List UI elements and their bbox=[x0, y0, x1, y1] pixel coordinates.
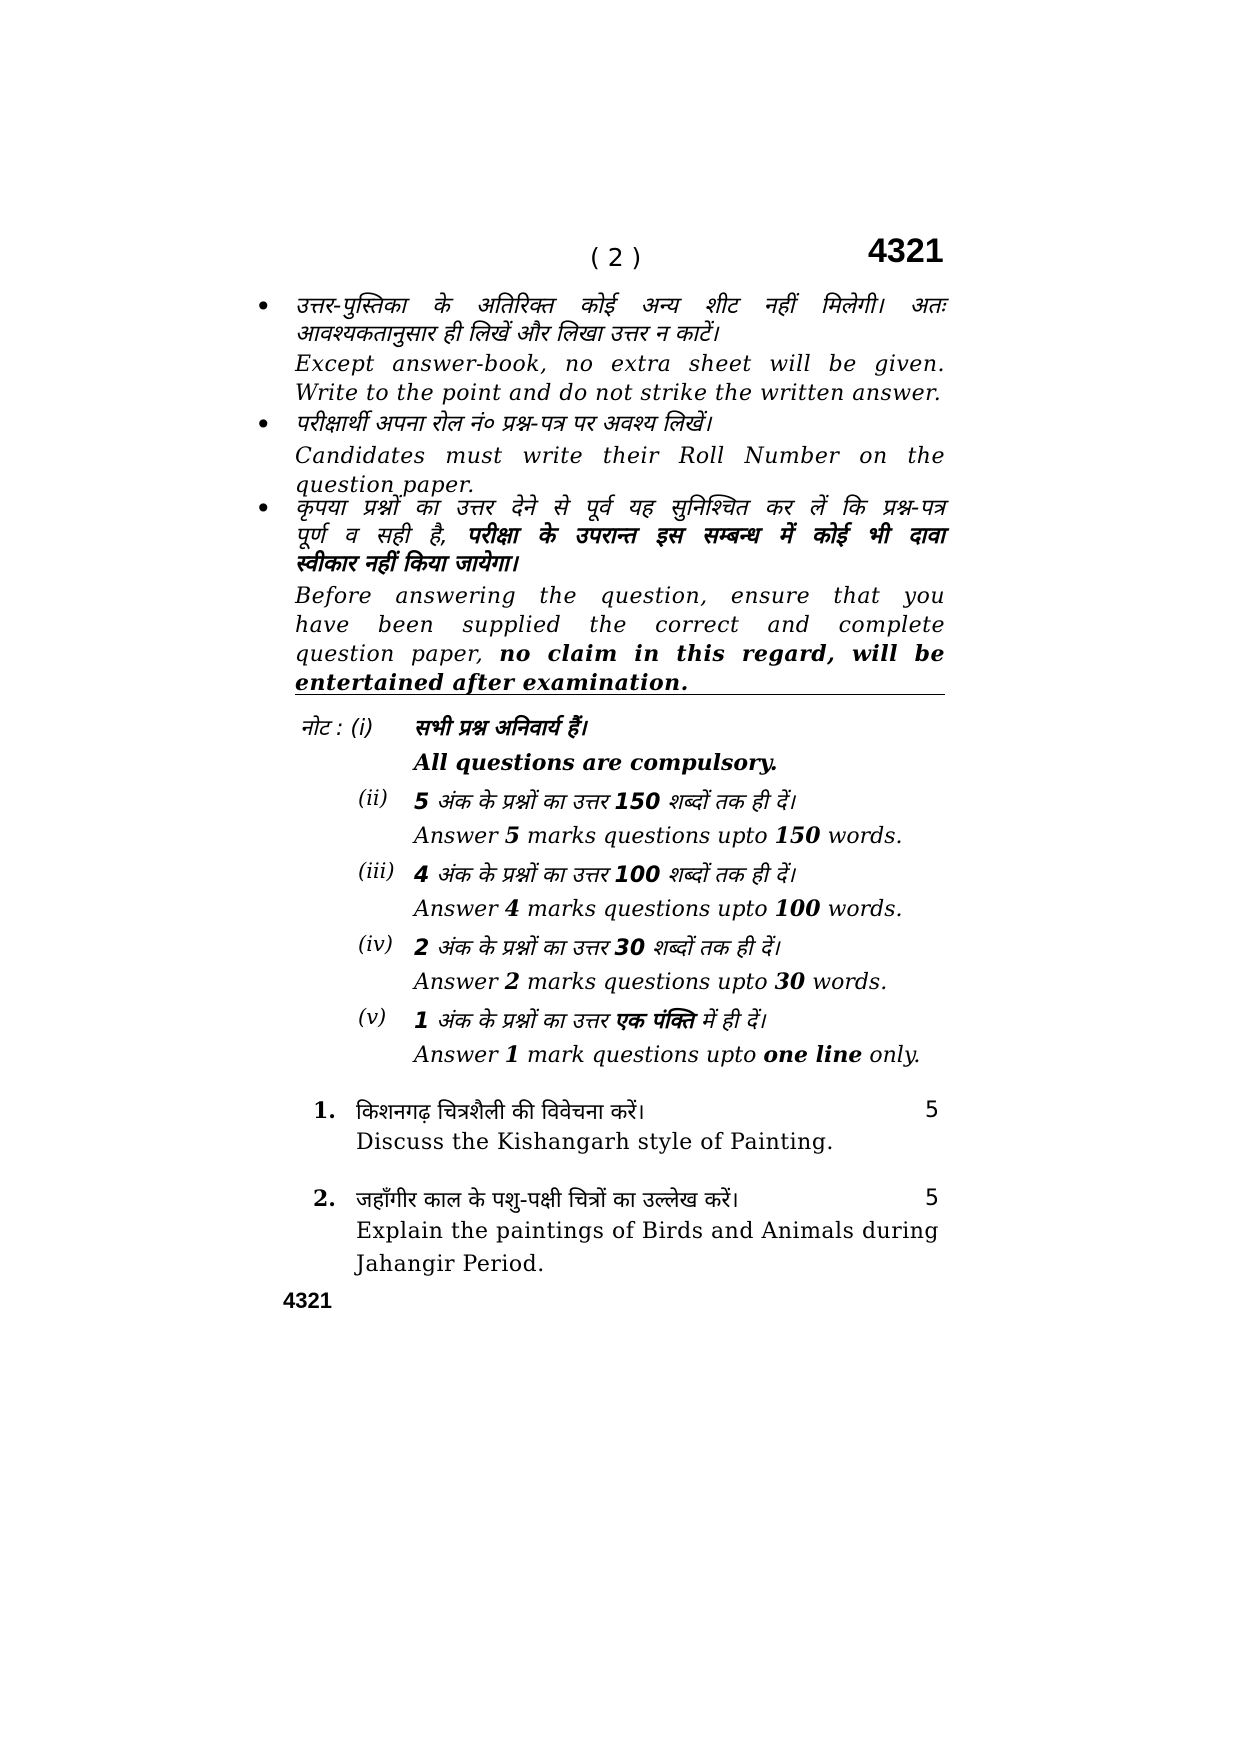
instruction-2-hindi: परीक्षार्थी अपना रोल नं० प्रश्न-पत्र पर अवश्य लिखें। bbox=[295, 411, 712, 437]
question-1-marks: 5 bbox=[925, 1098, 939, 1123]
divider-line bbox=[295, 694, 945, 695]
instruction-2-english-line-2: question paper. bbox=[295, 473, 475, 498]
paper-code-top: 4321 bbox=[868, 232, 944, 270]
instruction-1 bbox=[255, 290, 945, 408]
question-1-hindi: किशनगढ़ चित्रशैली की विवेचना करें। bbox=[356, 1100, 645, 1125]
instruction-1-hindi-line-2: आवश्यकतानुसार ही लिखें और लिखा उत्तर न काटें। bbox=[295, 321, 719, 347]
note-3-english: Answer 4 marks questions upto 100 words. bbox=[414, 896, 903, 922]
page-number: ( 2 ) bbox=[590, 243, 642, 272]
instruction-3-english-line-2: have been supplied the correct and complete bbox=[295, 613, 945, 638]
question-2-hindi: जहाँगीर काल के पशु-पक्षी चित्रों का उल्लेख करें। bbox=[356, 1188, 739, 1213]
bullet-icon: • bbox=[255, 290, 272, 323]
note-1-english: All questions are compulsory. bbox=[414, 750, 778, 776]
question-1-number: 1. bbox=[313, 1098, 336, 1124]
instruction-3-english-line-3-bold: no claim in this regard, will be bbox=[499, 641, 945, 667]
note-5-hindi: 1 अंक के प्रश्नों का उत्तर एक पंक्ति में ही दें। bbox=[414, 1009, 766, 1034]
question-1-english: Discuss the Kishangarh style of Painting. bbox=[356, 1130, 834, 1155]
instruction-3 bbox=[255, 492, 946, 698]
instruction-2-english-line-1: Candidates must write their Roll Number on the bbox=[295, 444, 945, 469]
instruction-3-english-line-4-bold: entertained after examination. bbox=[295, 670, 689, 696]
note-5-english: Answer 1 mark questions upto one line only. bbox=[414, 1042, 921, 1068]
bullet-icon: • bbox=[255, 408, 272, 441]
instruction-3-hindi-line-2-bold: परीक्षा के उपरान्त इस सम्बन्ध में कोई भी दावा bbox=[466, 523, 946, 549]
note-3-number: (iii) bbox=[358, 859, 395, 883]
instruction-1-english-line-1: Except answer-book, no extra sheet will be given. bbox=[295, 352, 945, 377]
note-1-hindi: सभी प्रश्न अनिवार्य हैं। bbox=[414, 716, 587, 741]
instruction-3-english-line-1: Before answering the question, ensure that you bbox=[295, 584, 945, 609]
note-4-number: (iv) bbox=[358, 932, 393, 956]
note-2-number: (ii) bbox=[358, 786, 388, 810]
question-2-marks: 5 bbox=[925, 1186, 939, 1211]
instruction-3-hindi-line-3-bold: स्वीकार नहीं किया जायेगा। bbox=[295, 551, 518, 577]
instruction-1-hindi-line-1: उत्तर-पुस्तिका के अतिरिक्त कोई अन्य शीट नहीं मिलेगी। अतः bbox=[295, 293, 945, 319]
instruction-3-hindi-line-1: कृपया प्रश्नों का उत्तर देने से पूर्व यह सुनिश्चित कर लें कि प्रश्न-पत्र bbox=[295, 495, 945, 521]
note-2-english: Answer 5 marks questions upto 150 words. bbox=[414, 823, 903, 849]
instruction-3-english-line-3-plain: question paper, bbox=[295, 642, 484, 667]
note-2-hindi: 5 अंक के प्रश्नों का उत्तर 150 शब्दों तक ही दें। bbox=[414, 790, 795, 815]
question-2-number: 2. bbox=[313, 1186, 336, 1212]
bullet-icon: • bbox=[255, 492, 272, 525]
instruction-1-english-line-2: Write to the point and do not strike the written answer. bbox=[295, 381, 942, 406]
instruction-2 bbox=[255, 408, 945, 500]
paper-code-bottom: 4321 bbox=[283, 1288, 332, 1313]
note-4-english: Answer 2 marks questions upto 30 words. bbox=[414, 969, 888, 995]
note-5-number: (v) bbox=[358, 1005, 387, 1029]
note-3-hindi: 4 अंक के प्रश्नों का उत्तर 100 शब्दों तक ही दें। bbox=[414, 863, 795, 888]
question-2-english: Explain the paintings of Birds and Animals during Jahangir Period. bbox=[356, 1219, 939, 1277]
note-4-hindi: 2 अंक के प्रश्नों का उत्तर 30 शब्दों तक ही दें। bbox=[414, 936, 780, 961]
instruction-3-hindi-line-2-plain: पूर्ण व सही है, bbox=[295, 523, 448, 549]
note-label: नोट : (i) bbox=[300, 716, 374, 741]
